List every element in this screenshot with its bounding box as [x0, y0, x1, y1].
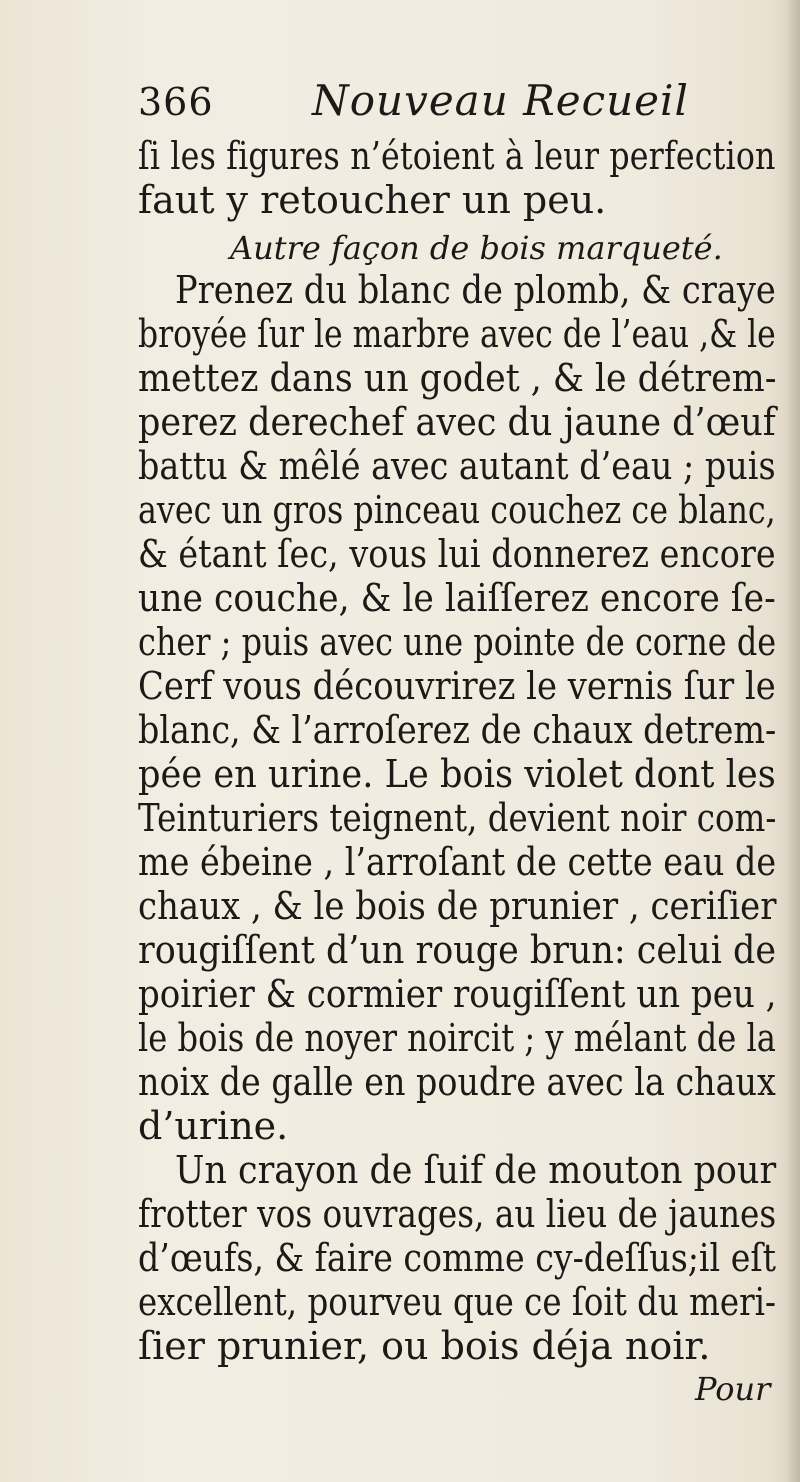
text-line: noix de galle en poudre avec la chaux [138, 1060, 776, 1104]
running-title: Nouveau Recueil [312, 76, 689, 125]
text-line: pée en urine. Le bois violet dont les [138, 752, 776, 796]
text-line: faut y retoucher un peu. [138, 178, 607, 222]
text-line: avec un gros pinceau couchez ce blanc, [138, 488, 776, 532]
text-line: poirier & cormier rougiſſent un peu , [138, 972, 777, 1016]
section-heading: Autre façon de bois marqueté. [230, 229, 723, 267]
text-line: mettez dans un godet , & le détrem- [138, 356, 777, 400]
text-line: d’œufs, & faire comme cy-deſſus;il eſt [138, 1236, 777, 1280]
text-line: Prenez du blanc de plomb, & craye [175, 268, 776, 312]
text-line: ſier prunier, ou bois déja noir. [138, 1324, 711, 1368]
text-line: ſi les figures n’étoient à leur perfection [138, 134, 776, 178]
text-line: chaux , & le bois de prunier , ceriſier [138, 884, 777, 928]
text-line: le bois de noyer noircit ; y mélant de la [138, 1016, 776, 1060]
text-line: battu & mêlé avec autant d’eau ; puis [138, 444, 776, 488]
text-line: me ébeine , l’arroſant de cette eau de [138, 840, 777, 884]
text-line: Un crayon de ſuif de mouton pour [175, 1148, 777, 1192]
text-line: blanc, & l’arroſerez de chaux detrem- [138, 708, 777, 752]
text-line: d’urine. [138, 1104, 289, 1148]
text-line: cher ; puis avec une pointe de corne de [138, 620, 777, 664]
page-number: 366 [138, 80, 214, 124]
text-line: Cerf vous découvrirez le vernis ſur le [138, 664, 776, 708]
text-line: broyée ſur le marbre avec de l’eau ,& le [138, 312, 776, 356]
text-line: frotter vos ouvrages, au lieu de jaunes [138, 1192, 777, 1236]
text-line: excellent, pourveu que ce ſoit du meri- [138, 1280, 776, 1324]
text-line: rougiſſent d’un rouge brun: celui de [138, 928, 777, 972]
text-line: une couche, & le laiſſerez encore ſe- [138, 576, 776, 620]
text-line: Teinturiers teignent, devient noir com- [138, 796, 777, 840]
text-line: perez derechef avec du jaune d’œuf [138, 400, 776, 444]
text-line: & étant ſec, vous lui donnerez encore [138, 532, 776, 576]
catchword: Pour [695, 1370, 771, 1408]
